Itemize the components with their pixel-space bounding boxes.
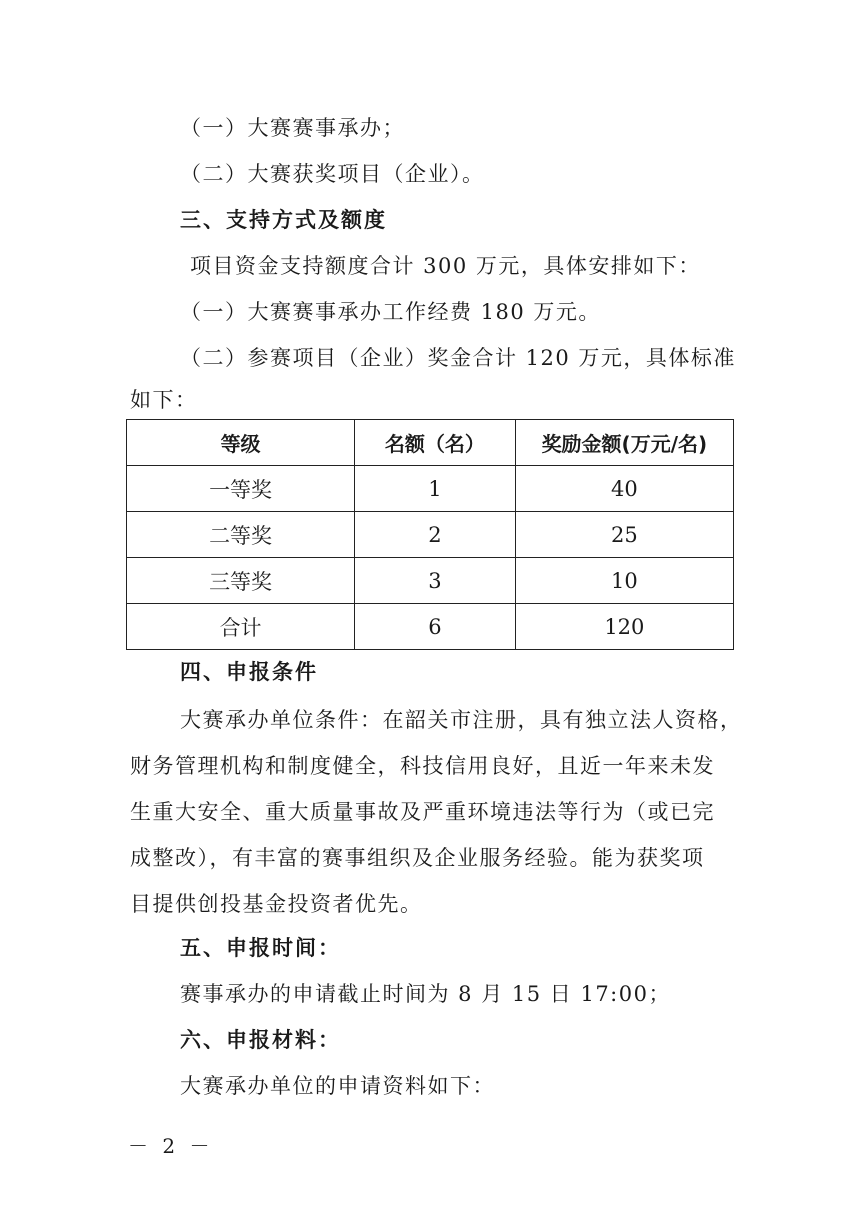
list-item-funding-2: （二）参赛项目（企业）奖金合计 120 万元，具体标准: [180, 346, 736, 370]
paragraph-conditions-line-3: 生重大安全、重大质量事故及严重环境违法等行为（或已完: [130, 800, 715, 824]
section-heading-3: 三、支持方式及额度: [180, 208, 387, 232]
list-item-1: （一）大赛赛事承办；: [180, 116, 405, 140]
list-item-funding-2-cont: 如下：: [130, 388, 198, 412]
table-row: [127, 466, 734, 512]
paragraph-conditions-line-4: 成整改），有丰富的赛事组织及企业服务经验。能为获奖项: [130, 846, 705, 870]
section-heading-4: 四、申报条件: [180, 660, 318, 684]
table-header-cell: 等级: [127, 420, 355, 466]
table-header-row: [127, 420, 734, 466]
paragraph-funding-total: 项目资金支持额度合计 300 万元，具体安排如下：: [190, 254, 701, 278]
page-number: － 2 －: [128, 1134, 214, 1158]
table-cell: 三等奖: [127, 558, 355, 604]
paragraph-deadline: 赛事承办的申请截止时间为 8 月 15 日 17:00；: [180, 982, 671, 1006]
table-cell: 10: [515, 558, 733, 604]
table-row: [127, 558, 734, 604]
table-cell: 6: [355, 604, 516, 650]
award-table: [126, 419, 734, 650]
table-row: [127, 512, 734, 558]
table-cell: 合计: [127, 604, 355, 650]
table-cell: 25: [515, 512, 733, 558]
paragraph-materials: 大赛承办单位的申请资料如下：: [180, 1074, 495, 1098]
table-cell: 一等奖: [127, 466, 355, 512]
table-header-cell: 奖励金额(万元/名): [515, 420, 733, 466]
paragraph-conditions-line-5: 目提供创投基金投资者优先。: [130, 892, 423, 916]
table-cell: 40: [515, 466, 733, 512]
table-cell: 120: [515, 604, 733, 650]
section-heading-6: 六、申报材料：: [180, 1028, 341, 1052]
table-cell: 3: [355, 558, 516, 604]
table-row: [127, 604, 734, 650]
table-cell: 1: [355, 466, 516, 512]
paragraph-conditions-line-2: 财务管理机构和制度健全，科技信用良好，且近一年来未发: [130, 754, 715, 778]
section-heading-5: 五、申报时间：: [180, 936, 341, 960]
table-header-cell: 名额（名）: [355, 420, 516, 466]
paragraph-conditions-line-1: 大赛承办单位条件：在韶关市注册，具有独立法人资格，: [180, 708, 743, 732]
list-item-funding-1: （一）大赛赛事承办工作经费 180 万元。: [180, 300, 601, 324]
list-item-2: （二）大赛获奖项目（企业）。: [180, 162, 485, 186]
table-cell: 二等奖: [127, 512, 355, 558]
table-cell: 2: [355, 512, 516, 558]
